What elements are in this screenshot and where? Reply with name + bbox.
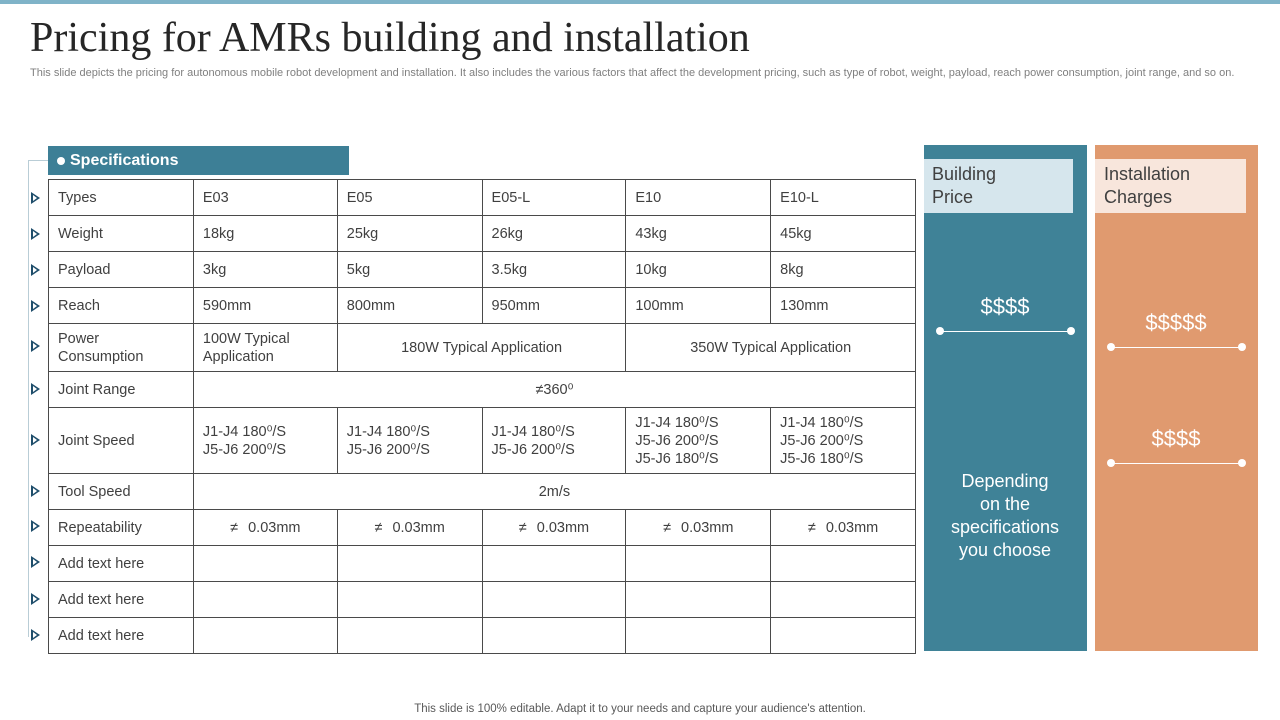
cell-line: J1-J4 180⁰/S <box>635 414 719 431</box>
table-cell: 10kg <box>626 252 771 288</box>
table-cell: 43kg <box>626 216 771 252</box>
play-arrow-icon <box>31 629 40 641</box>
table-cell: 590mm <box>193 288 337 324</box>
play-arrow-icon <box>31 300 40 312</box>
building-price-value: $$$$ <box>980 294 1030 319</box>
row-label <box>49 324 194 372</box>
row-label: Joint Speed <box>49 408 194 474</box>
cell-line: J1-J4 180⁰/S <box>491 423 575 440</box>
installation-charges-label <box>1095 159 1246 213</box>
cell-value: 0.03mm <box>392 519 445 536</box>
table-cell-merged: ≠360⁰ <box>193 372 915 408</box>
cell-line: 100W Typical <box>202 330 290 347</box>
building-price-label <box>924 159 1073 213</box>
label-line: Price <box>932 187 974 207</box>
row-label-line: Consumption <box>58 348 144 365</box>
row-label: Payload <box>49 252 194 288</box>
cell-value: 0.03mm <box>681 519 734 536</box>
table-cell-merged: 2m/s <box>193 474 915 510</box>
table-row-placeholder <box>49 546 916 582</box>
row-label: Add text here <box>49 582 194 618</box>
table-cell: 8kg <box>771 252 916 288</box>
table-cell <box>771 582 916 618</box>
play-arrow-icon <box>31 434 40 446</box>
connector-line-vertical <box>28 160 29 637</box>
cell-line: J5-J6 200⁰/S <box>780 432 864 449</box>
label-line: Building <box>932 164 997 184</box>
table-cell <box>337 510 482 546</box>
table-cell <box>193 546 337 582</box>
label-line: Charges <box>1104 187 1173 207</box>
divider-line <box>940 331 1071 332</box>
not-equal-symbol: ≠ <box>663 519 672 536</box>
row-label: Repeatability <box>49 510 194 546</box>
table-cell: 25kg <box>337 216 482 252</box>
not-equal-symbol: ≠ <box>807 519 816 536</box>
table-cell <box>482 408 626 474</box>
divider-line <box>1111 347 1242 348</box>
note-line: Depending <box>961 471 1049 491</box>
table-cell: 800mm <box>337 288 482 324</box>
table-cell: 26kg <box>482 216 626 252</box>
table-cell <box>626 510 771 546</box>
table-cell: 18kg <box>193 216 337 252</box>
divider-dot <box>1238 459 1246 467</box>
cell-line: J5-J6 200⁰/S <box>202 441 287 458</box>
not-equal-symbol: ≠ <box>518 519 527 536</box>
table-cell: 3kg <box>193 252 337 288</box>
table-row-placeholder <box>49 582 916 618</box>
play-arrow-icon <box>31 485 40 497</box>
table-row-joint-range <box>49 372 916 408</box>
cell-value: 0.03mm <box>536 519 590 536</box>
table-cell-merged: 350W Typical Application <box>626 324 916 372</box>
play-arrow-icon <box>31 228 40 240</box>
cell-line: J5-J6 180⁰/S <box>780 450 864 467</box>
table-cell: E05 <box>337 180 482 216</box>
not-equal-symbol: ≠ <box>230 519 239 536</box>
table-cell: E05-L <box>482 180 626 216</box>
installation-price-value: $$$$$ <box>1145 310 1207 335</box>
specifications-header: Specifications <box>48 146 349 175</box>
table-cell-merged: 180W Typical Application <box>337 324 626 372</box>
table-cell <box>337 618 482 654</box>
divider-dot <box>1107 343 1115 351</box>
cell-line: J1-J4 180⁰/S <box>780 414 864 431</box>
table-cell <box>193 324 337 372</box>
divider-dot <box>1238 343 1246 351</box>
play-arrow-icon <box>31 593 40 605</box>
row-label: Reach <box>49 288 194 324</box>
table-row-power <box>49 324 916 372</box>
table-row-repeatability <box>49 510 916 546</box>
table-cell: 100mm <box>626 288 771 324</box>
specifications-table <box>48 179 916 654</box>
cell-line: J5-J6 180⁰/S <box>635 450 719 467</box>
cell-line: J5-J6 200⁰/S <box>635 432 719 449</box>
table-cell <box>193 510 337 546</box>
table-row-weight <box>49 216 916 252</box>
label-line: Installation <box>1104 164 1191 184</box>
table-cell <box>771 546 916 582</box>
installation-charges-panel <box>1095 145 1258 651</box>
table-cell: E10-L <box>771 180 916 216</box>
play-arrow-icon <box>31 264 40 276</box>
row-label: Weight <box>49 216 194 252</box>
table-row-tool-speed <box>49 474 916 510</box>
cell-value: 0.03mm <box>248 519 301 536</box>
table-cell <box>482 618 626 654</box>
table-cell <box>626 546 771 582</box>
play-arrow-icon <box>31 192 40 204</box>
footer-note: This slide is 100% editable. Adapt it to your needs and capture your audience's attention. <box>414 703 866 715</box>
table-cell <box>193 408 337 474</box>
table-row-payload <box>49 252 916 288</box>
play-arrow-icon <box>31 520 40 532</box>
cell-line: J1-J4 180⁰/S <box>346 423 430 440</box>
row-label: Add text here <box>49 546 194 582</box>
cell-line: J5-J6 200⁰/S <box>346 441 430 458</box>
cell-line: J5-J6 200⁰/S <box>491 441 575 458</box>
table-cell <box>626 582 771 618</box>
note-line: you choose <box>958 540 1052 560</box>
play-arrow-icon <box>31 556 40 568</box>
table-cell <box>771 510 916 546</box>
note-line: specifications <box>950 517 1060 537</box>
divider-dot <box>1067 327 1075 335</box>
table-cell <box>482 546 626 582</box>
building-price-panel <box>924 145 1087 651</box>
page-title: Pricing for AMRs building and installation <box>30 15 750 61</box>
table-cell <box>771 618 916 654</box>
table-row-joint-speed <box>49 408 916 474</box>
table-cell <box>337 582 482 618</box>
row-label: Types <box>49 180 194 216</box>
divider-dot <box>936 327 944 335</box>
table-cell: 5kg <box>337 252 482 288</box>
table-cell <box>626 618 771 654</box>
table-cell: E03 <box>193 180 337 216</box>
cell-line: Application <box>202 348 274 365</box>
row-label: Add text here <box>49 618 194 654</box>
table-cell: E10 <box>626 180 771 216</box>
play-arrow-icon <box>31 383 40 395</box>
header-dot <box>57 157 65 165</box>
row-label-line: Power <box>58 330 100 347</box>
page-subtitle: This slide depicts the pricing for autonomous mobile robot development and installation. It also includes the various factors that affect the development pricing, such as type of robot, weight, payload, reach power consumption, joint range, and so on. <box>30 67 1235 79</box>
table-cell <box>482 510 626 546</box>
table-cell: 3.5kg <box>482 252 626 288</box>
table-cell: 950mm <box>482 288 626 324</box>
installation-price-value: $$$$ <box>1151 426 1201 451</box>
play-arrow-icon <box>31 340 40 352</box>
table-cell <box>626 408 771 474</box>
not-equal-symbol: ≠ <box>374 519 383 536</box>
table-cell <box>193 582 337 618</box>
row-label: Joint Range <box>49 372 194 408</box>
divider-line <box>1111 463 1242 464</box>
table-cell <box>771 408 916 474</box>
building-price-note <box>930 470 1080 562</box>
table-row-reach <box>49 288 916 324</box>
cell-line: J1-J4 180⁰/S <box>202 423 287 440</box>
table-cell <box>482 582 626 618</box>
table-cell <box>337 546 482 582</box>
table-row-placeholder <box>49 618 916 654</box>
table-cell: 45kg <box>771 216 916 252</box>
row-label: Tool Speed <box>49 474 194 510</box>
cell-value: 0.03mm <box>825 519 879 536</box>
table-row-types <box>49 180 916 216</box>
divider-dot <box>1107 459 1115 467</box>
top-accent-bar <box>0 0 1280 4</box>
note-line: on the <box>979 494 1031 514</box>
table-cell <box>193 618 337 654</box>
table-cell: 130mm <box>771 288 916 324</box>
table-cell <box>337 408 482 474</box>
